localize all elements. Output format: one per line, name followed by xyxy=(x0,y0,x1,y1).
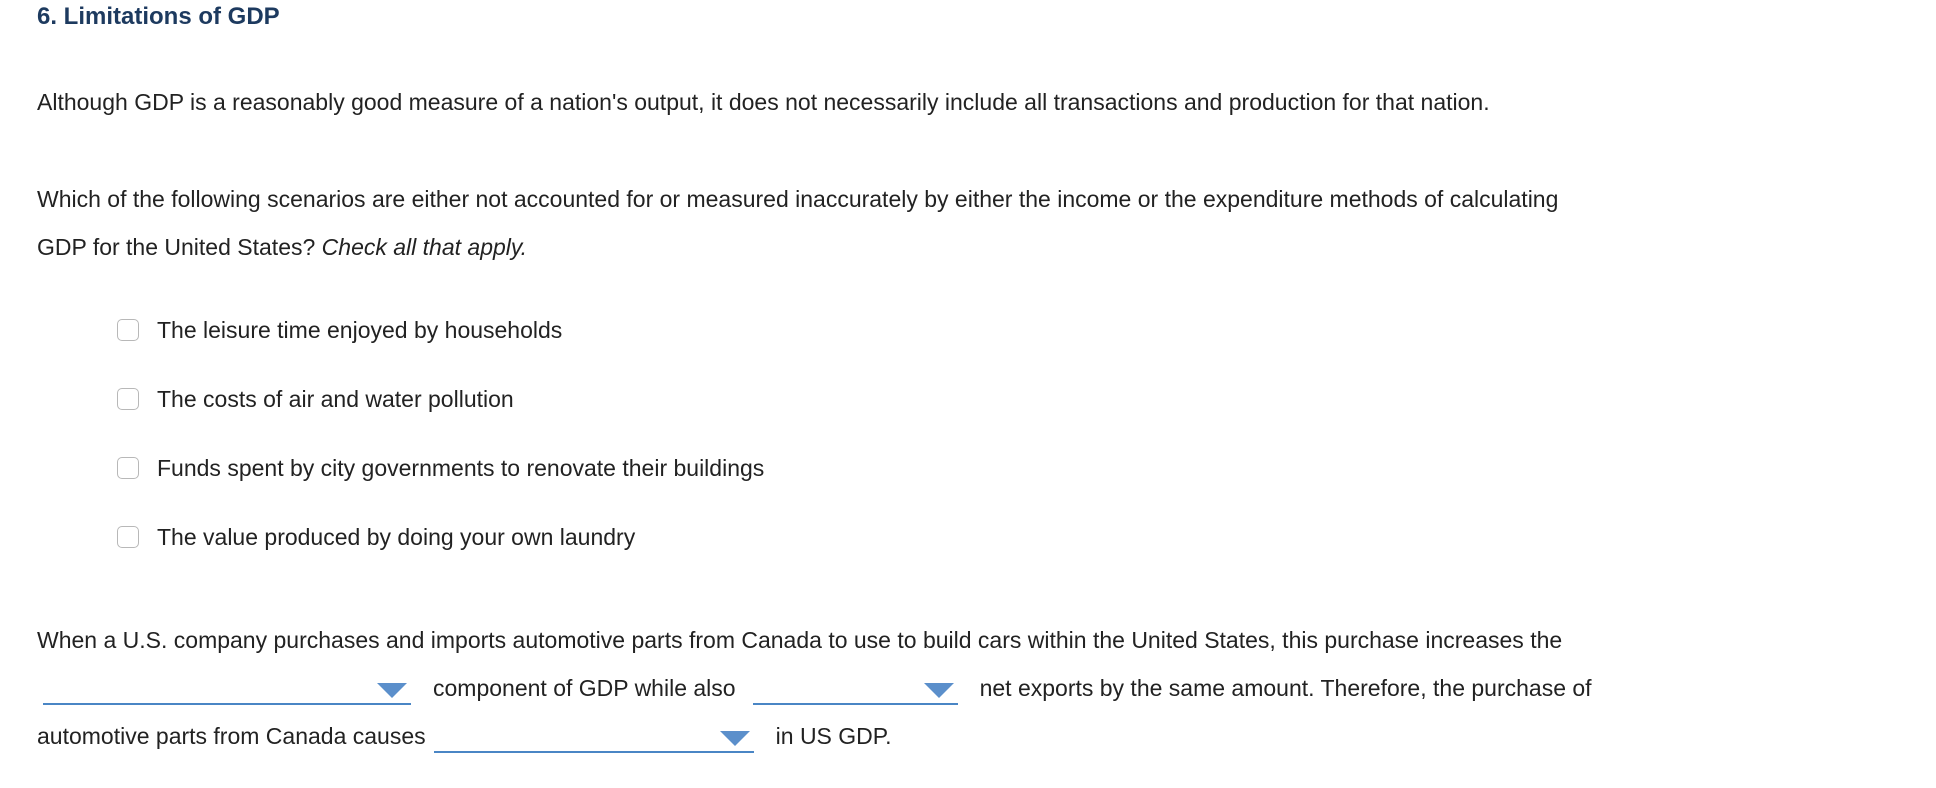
fill-in-line-3 xyxy=(37,716,892,756)
fill-in-line-1 xyxy=(37,620,1562,660)
question-line-2 xyxy=(37,223,1558,271)
option-own-laundry[interactable] xyxy=(117,517,635,557)
checkbox[interactable] xyxy=(117,526,139,548)
checkbox[interactable] xyxy=(117,457,139,479)
dropdown-arrow-icon xyxy=(924,683,954,698)
fill-in-text-5: in US GDP. xyxy=(775,722,892,749)
question-prompt xyxy=(37,175,1558,271)
intro-paragraph: Although GDP is a reasonably good measure of a nation's output, it does not necessarily include all transactions and production for that nation. xyxy=(37,89,1490,115)
option-label: The costs of air and water pollution xyxy=(157,385,514,412)
option-leisure-time[interactable] xyxy=(117,310,562,350)
question-line-2-text: GDP for the United States? xyxy=(37,234,322,260)
fill-in-text-4: automotive parts from Canada causes xyxy=(37,722,426,749)
fill-in-text-1: When a U.S. company purchases and imports automotive parts from Canada to use to build cars within the United States, this purchase increases the xyxy=(37,626,1563,653)
dropdown-arrow-icon xyxy=(377,683,407,698)
fill-in-text-2: component of GDP while also xyxy=(433,674,736,701)
option-label: The value produced by doing your own laundry xyxy=(157,523,636,550)
checkbox[interactable] xyxy=(117,388,139,410)
fill-in-text-3: net exports by the same amount. Therefore, the purchase of xyxy=(979,674,1592,701)
gdp-change-dropdown[interactable] xyxy=(434,719,754,753)
option-city-renovation[interactable] xyxy=(117,448,764,488)
option-label: Funds spent by city governments to renovate their buildings xyxy=(157,454,765,481)
net-exports-effect-dropdown[interactable] xyxy=(753,671,958,705)
option-label: The leisure time enjoyed by households xyxy=(157,316,563,343)
checkbox[interactable] xyxy=(117,319,139,341)
question-title: 6. Limitations of GDP xyxy=(37,3,280,30)
dropdown-arrow-icon xyxy=(720,731,750,746)
check-all-instruction: Check all that apply. xyxy=(321,234,528,260)
question-line-1: Which of the following scenarios are either not accounted for or measured inaccurately by either the income or the expenditure methods of calculating xyxy=(37,186,1559,212)
fill-in-line-2 xyxy=(37,668,1592,708)
gdp-component-dropdown[interactable] xyxy=(43,671,411,705)
option-pollution-costs[interactable] xyxy=(117,379,514,419)
